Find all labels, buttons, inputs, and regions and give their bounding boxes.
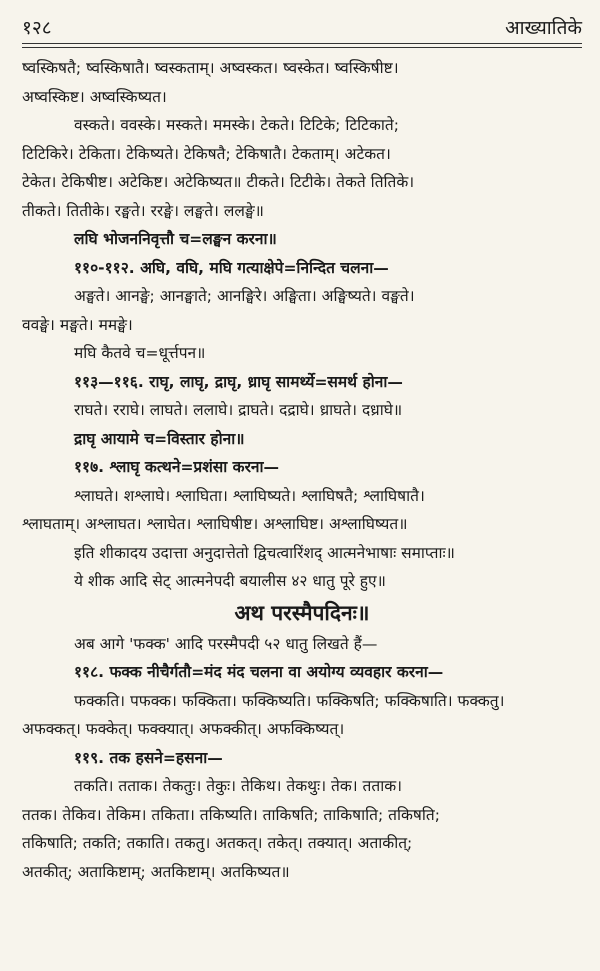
text-line: तकिषाति; तकति; तकाति। तकतु। अतकत्। तकेत्। तक्यात्। अताकीत्;	[22, 834, 413, 852]
text-line: फक्कति। पफक्क। फक्किता। फक्किष्यति। फक्किषति; फक्किषाति। फक्कतु।	[74, 691, 505, 710]
text-line: इति शीकादय उदात्ता अनुदात्तेतो द्विचत्वारिंशद् आत्मनेभाषाः समाप्ताः॥	[74, 543, 455, 562]
section-heading: ११८. फक्क नीचैर्गतौ=मंद मंद चलना वा अयोग्य व्यवहार करना—	[74, 663, 444, 681]
text-line: अङ्घते। आनङ्घे; आनङ्घाते; आनङ्घिरे। अङ्घिता। अङ्घिष्यते। वङ्घते।	[74, 287, 415, 305]
running-title: आख्यातिके	[505, 17, 582, 39]
text-line: राघते। रराघे। लाघते। ललाघे। द्राघते। दद्राघे। ध्राघते। दध्राघे॥	[74, 401, 403, 419]
text-line: ततक। तेकिव। तेकिम। तकिता। तकिष्यति। ताकिषति; ताकिषाति; तकिषति;	[22, 805, 440, 824]
text-line: मघि कैतवे च=धूर्त्तपन॥	[74, 344, 206, 362]
text-line: तकति। तताक। तेकतुः। तेकुः। तेकिथ। तेकथुः। तेक। तताक।	[74, 777, 402, 795]
section-heading: ११७. श्लाघृ कत्थने=प्रशंसा करना—	[74, 458, 280, 476]
section-heading: ११०-११२. अघि, वघि, मघि गत्याक्षेपे=निन्दित चलना—	[74, 258, 389, 277]
text-line: ष्वस्किषतै; ष्वस्किषातै। ष्वस्कताम्। अष्वस्कत। ष्वस्केत। ष्वस्किषीष्ट।	[22, 59, 399, 77]
text-line: अष्वस्किष्ट। अष्वस्किष्यत।	[22, 87, 167, 106]
text-line: टिटिकिरे। टेकिता। टेकिष्यते। टेकिषतै; टेकिषातै। टेकताम्। अटेकत।	[22, 144, 391, 163]
text-line: अतकीत्; अताकिष्टाम्; अतकिष्टाम्। अतकिष्यत॥	[22, 862, 290, 881]
text-line: ये शीक आदि सेट् आत्मनेपदी बयालीस ४२ धातु पूरे हुए॥	[74, 572, 386, 590]
text-line: श्लाघते। शश्लाघे। श्लाघिता। श्लाघिष्यते। श्लाघिषतै; श्लाघिषातै।	[74, 486, 425, 505]
section-heading: ११३—११६. राघृ, लाघृ, द्राघृ, ध्राघृ सामर्थ्ये=समर्थ होना—	[74, 372, 403, 391]
sutra-line: लघि भोजननिवृत्तौ च=लङ्घन करना॥	[74, 230, 277, 248]
text-line: ववङ्घे। मङ्घते। ममङ्घे।	[22, 315, 133, 334]
page-header	[22, 10, 582, 40]
section-heading: ११९. तक हसने=हसना—	[74, 748, 223, 767]
sutra-line: द्राघृ आयामे च=विस्तार होना॥	[74, 429, 245, 448]
body-text	[22, 54, 582, 886]
text-line: अब आगे 'फक्क' आदि परस्मैपदी ५२ धातु लिखते हैं—	[74, 634, 378, 653]
text-line: तीकते। तितीके। रङ्घते। ररङ्घे। लङ्घते। ललङ्घे॥	[22, 201, 264, 220]
header-rule	[22, 43, 582, 48]
text-line: अफक्कत्। फक्केत्। फक्क्यात्। अफक्कीत्। अफक्किष्यत्।	[22, 720, 345, 738]
text-line: वस्कते। ववस्के। मस्कते। ममस्के। टेकते। टिटिके; टिटिकाते;	[74, 116, 399, 134]
chapter-heading: अथ परस्मैपदिनः॥	[234, 600, 370, 625]
text-line: श्लाघताम्। अश्लाघत। श्लाघेत। श्लाघिषीष्ट। अश्लाघिष्ट। अश्लाघिष्यत॥	[22, 515, 408, 533]
page-number: १२८	[22, 17, 52, 39]
text-line: टेकेत। टेकिषीष्ट। अटेकिष्ट। अटेकिष्यत॥ टीकते। टिटीके। तेकते तितिके।	[22, 173, 415, 191]
